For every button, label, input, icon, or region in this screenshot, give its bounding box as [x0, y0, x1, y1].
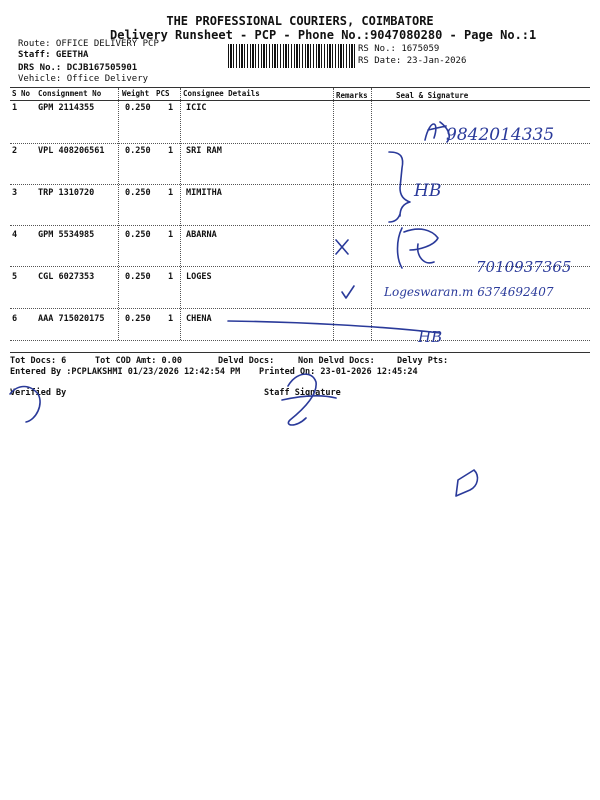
row-consignee: LOGES: [186, 272, 212, 282]
pen-mark: [456, 470, 477, 496]
company-title: THE PROFESSIONAL COURIERS, COIMBATORE: [166, 14, 434, 28]
col-header-consignment: Consignment No: [38, 89, 102, 98]
row-consignee: ABARNA: [186, 230, 217, 240]
col-header-pcs: PCS: [156, 89, 170, 98]
row-pcs: 1: [168, 314, 174, 324]
verified-by-label: Verified By: [10, 388, 67, 398]
row-consignee: MIMITHA: [186, 188, 222, 198]
handwritten-initials-row6: HB: [418, 328, 443, 346]
staff-signature-scribble: [282, 374, 336, 425]
row-consignee: SRI RAM: [186, 146, 222, 156]
verified-signature-scribble: [10, 387, 40, 423]
row-weight: 0.250: [125, 103, 151, 113]
col-header-sno: S No: [12, 89, 31, 98]
rs-date: RS Date: 23-Jan-2026: [358, 56, 467, 66]
row-consignment: CGL 6027353: [38, 272, 95, 282]
row-consignment: AAA 715020175: [38, 314, 105, 324]
handwritten-name-row5: Logeswaran.m 6374692407: [384, 285, 554, 299]
drs-number: DRS No.: DCJB167505901: [18, 63, 138, 73]
rs-number: RS No.: 1675059: [358, 44, 440, 54]
handwritten-phone-row4: 7010937365: [476, 258, 572, 276]
row-weight: 0.250: [125, 146, 151, 156]
row-pcs: 1: [168, 146, 174, 156]
row-pcs: 1: [168, 188, 174, 198]
handwritten-initials-row2: HB: [414, 181, 442, 201]
row-weight: 0.250: [125, 314, 151, 324]
row-weight: 0.250: [125, 272, 151, 282]
row-consignee: ICIC: [186, 103, 207, 113]
strike-line-row6: [228, 321, 440, 333]
runsheet-subtitle: Delivery Runsheet - PCP - Phone No.:9047080280 - Page No.:1: [110, 28, 537, 42]
route-label: Route: OFFICE DELIVERY PCP: [18, 39, 159, 49]
delivered-docs: Delvd Docs:: [218, 356, 275, 366]
row-pcs: 1: [168, 103, 174, 113]
col-header-weight: Weight: [122, 89, 150, 98]
row-sno: 5: [12, 272, 18, 282]
vehicle-label: Vehicle: Office Delivery: [18, 74, 149, 84]
col-header-remarks: Remarks: [336, 91, 368, 100]
row-sno: 4: [12, 230, 18, 240]
signature-row4: [398, 228, 439, 268]
non-delivered-docs: Non Delvd Docs:: [298, 356, 375, 366]
row-consignment: VPL 408206561: [38, 146, 105, 156]
col-header-seal: Seal & Signature: [396, 91, 469, 100]
row-consignee: CHENA: [186, 314, 212, 324]
total-docs: Tot Docs: 6: [10, 356, 67, 366]
col-header-consignee: Consignee Details: [183, 89, 260, 98]
handwritten-phone-row1: 9842014335: [446, 125, 555, 145]
row-pcs: 1: [168, 230, 174, 240]
entered-by: Entered By :PCPLAKSHMI 01/23/2026 12:42:54 PM: [10, 367, 241, 377]
delivery-points: Delvy Pts:: [397, 356, 449, 366]
row-consignment: GPM 2114355: [38, 103, 95, 113]
row-pcs: 1: [168, 272, 174, 282]
row-sno: 2: [12, 146, 18, 156]
total-cod-amount: Tot COD Amt: 0.00: [95, 356, 182, 366]
remark-x-icon: [336, 240, 348, 254]
remark-tick-icon: [342, 286, 354, 298]
row-consignment: TRP 1310720: [38, 188, 95, 198]
row-weight: 0.250: [125, 230, 151, 240]
row-sno: 6: [12, 314, 18, 324]
row-sno: 3: [12, 188, 18, 198]
printed-on: Printed On: 23-01-2026 12:45:24: [259, 367, 418, 377]
row-weight: 0.250: [125, 188, 151, 198]
staff-label: Staff: GEETHA: [18, 50, 89, 60]
staff-signature-label: Staff Signature: [264, 388, 341, 398]
row-sno: 1: [12, 103, 18, 113]
row-consignment: GPM 5534985: [38, 230, 95, 240]
signature-row2-bracket: [389, 152, 410, 222]
